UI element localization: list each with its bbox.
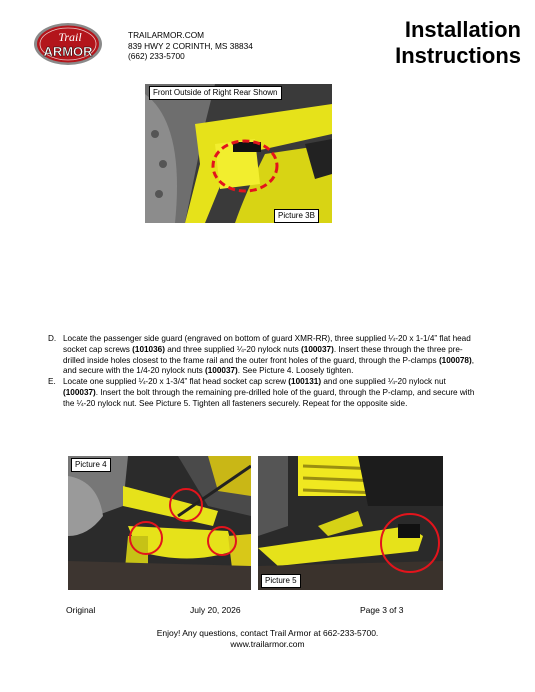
photo-picture-3b [145,84,332,223]
footer-website-link[interactable]: www.trailarmor.com [230,639,305,649]
step-item [48,377,480,409]
caption-picture-5: Picture 5 [261,574,301,588]
page-title: Installation Instructions [395,17,521,68]
caption-picture-4: Picture 4 [71,458,111,472]
instruction-steps [48,334,480,410]
step-text-run: . See Picture 4. Loosely tighten. [237,366,354,376]
company-phone: (662) 233-5700 [128,51,185,61]
part-number: (100037) [63,387,96,397]
step-marker: D. [48,334,57,343]
part-number: (101036) [132,344,165,354]
footer-contact [0,628,535,650]
caption-picture-3b: Picture 3B [274,209,319,223]
company-info [128,30,253,62]
step-text-run: , and secure with the 1/4-20 nylock nuts [63,355,474,376]
trail-armor-logo [33,22,103,66]
caption-front-outside: Front Outside of Right Rear Shown [149,86,282,100]
footer-page-number: Page 3 of 3 [360,605,404,615]
part-number: (100037) [301,344,334,354]
step-item [48,334,480,377]
step-text-run: . Insert these through the three pre-drilled inside holes closest to the frame rail and the outer front holes of the guard, through the P-clamps [63,344,463,365]
step-text-run: Locate the passenger side guard (engraved on bottom of guard XMR-RR), three supplied ¼-20 x 1-1/4” flat head socket cap screws [63,334,471,354]
logo-text-armor: ARMOR [43,44,93,59]
photo-picture-4 [68,456,251,590]
logo-text-trail: Trail [58,30,82,44]
step-text-run: and three supplied ¼-20 nylock nuts [164,344,302,354]
part-number: (100037) [205,366,238,376]
footer-enjoy-text: Enjoy! Any questions, contact Trail Armor at 662-233-5700. [156,628,379,638]
step-text-run: . Insert the bolt through the remaining pre-drilled hole of the guard, through the P-clamp, and secure with the ¼-20 nylock nut. See Picture 5. Tighten all fasteners securely. Repeat for the opposite side. [63,387,475,408]
step-text-run: Locate one supplied ¼-20 x 1-3/4” flat head socket cap screw [63,377,289,387]
step-marker: E. [48,377,56,387]
step-text [63,334,480,377]
photo-picture-5 [258,456,443,590]
part-number: (100131) [288,377,322,387]
footer-version: Original [66,605,96,615]
part-number: (100078) [438,355,472,365]
footer-date: July 20, 2026 [190,605,241,615]
company-name: TRAILARMOR.COM [128,30,205,40]
step-text [63,377,480,409]
company-address: 839 HWY 2 CORINTH, MS 38834 [128,40,253,51]
step-text-run: and one supplied ¼-20 nylock nut [321,377,446,387]
